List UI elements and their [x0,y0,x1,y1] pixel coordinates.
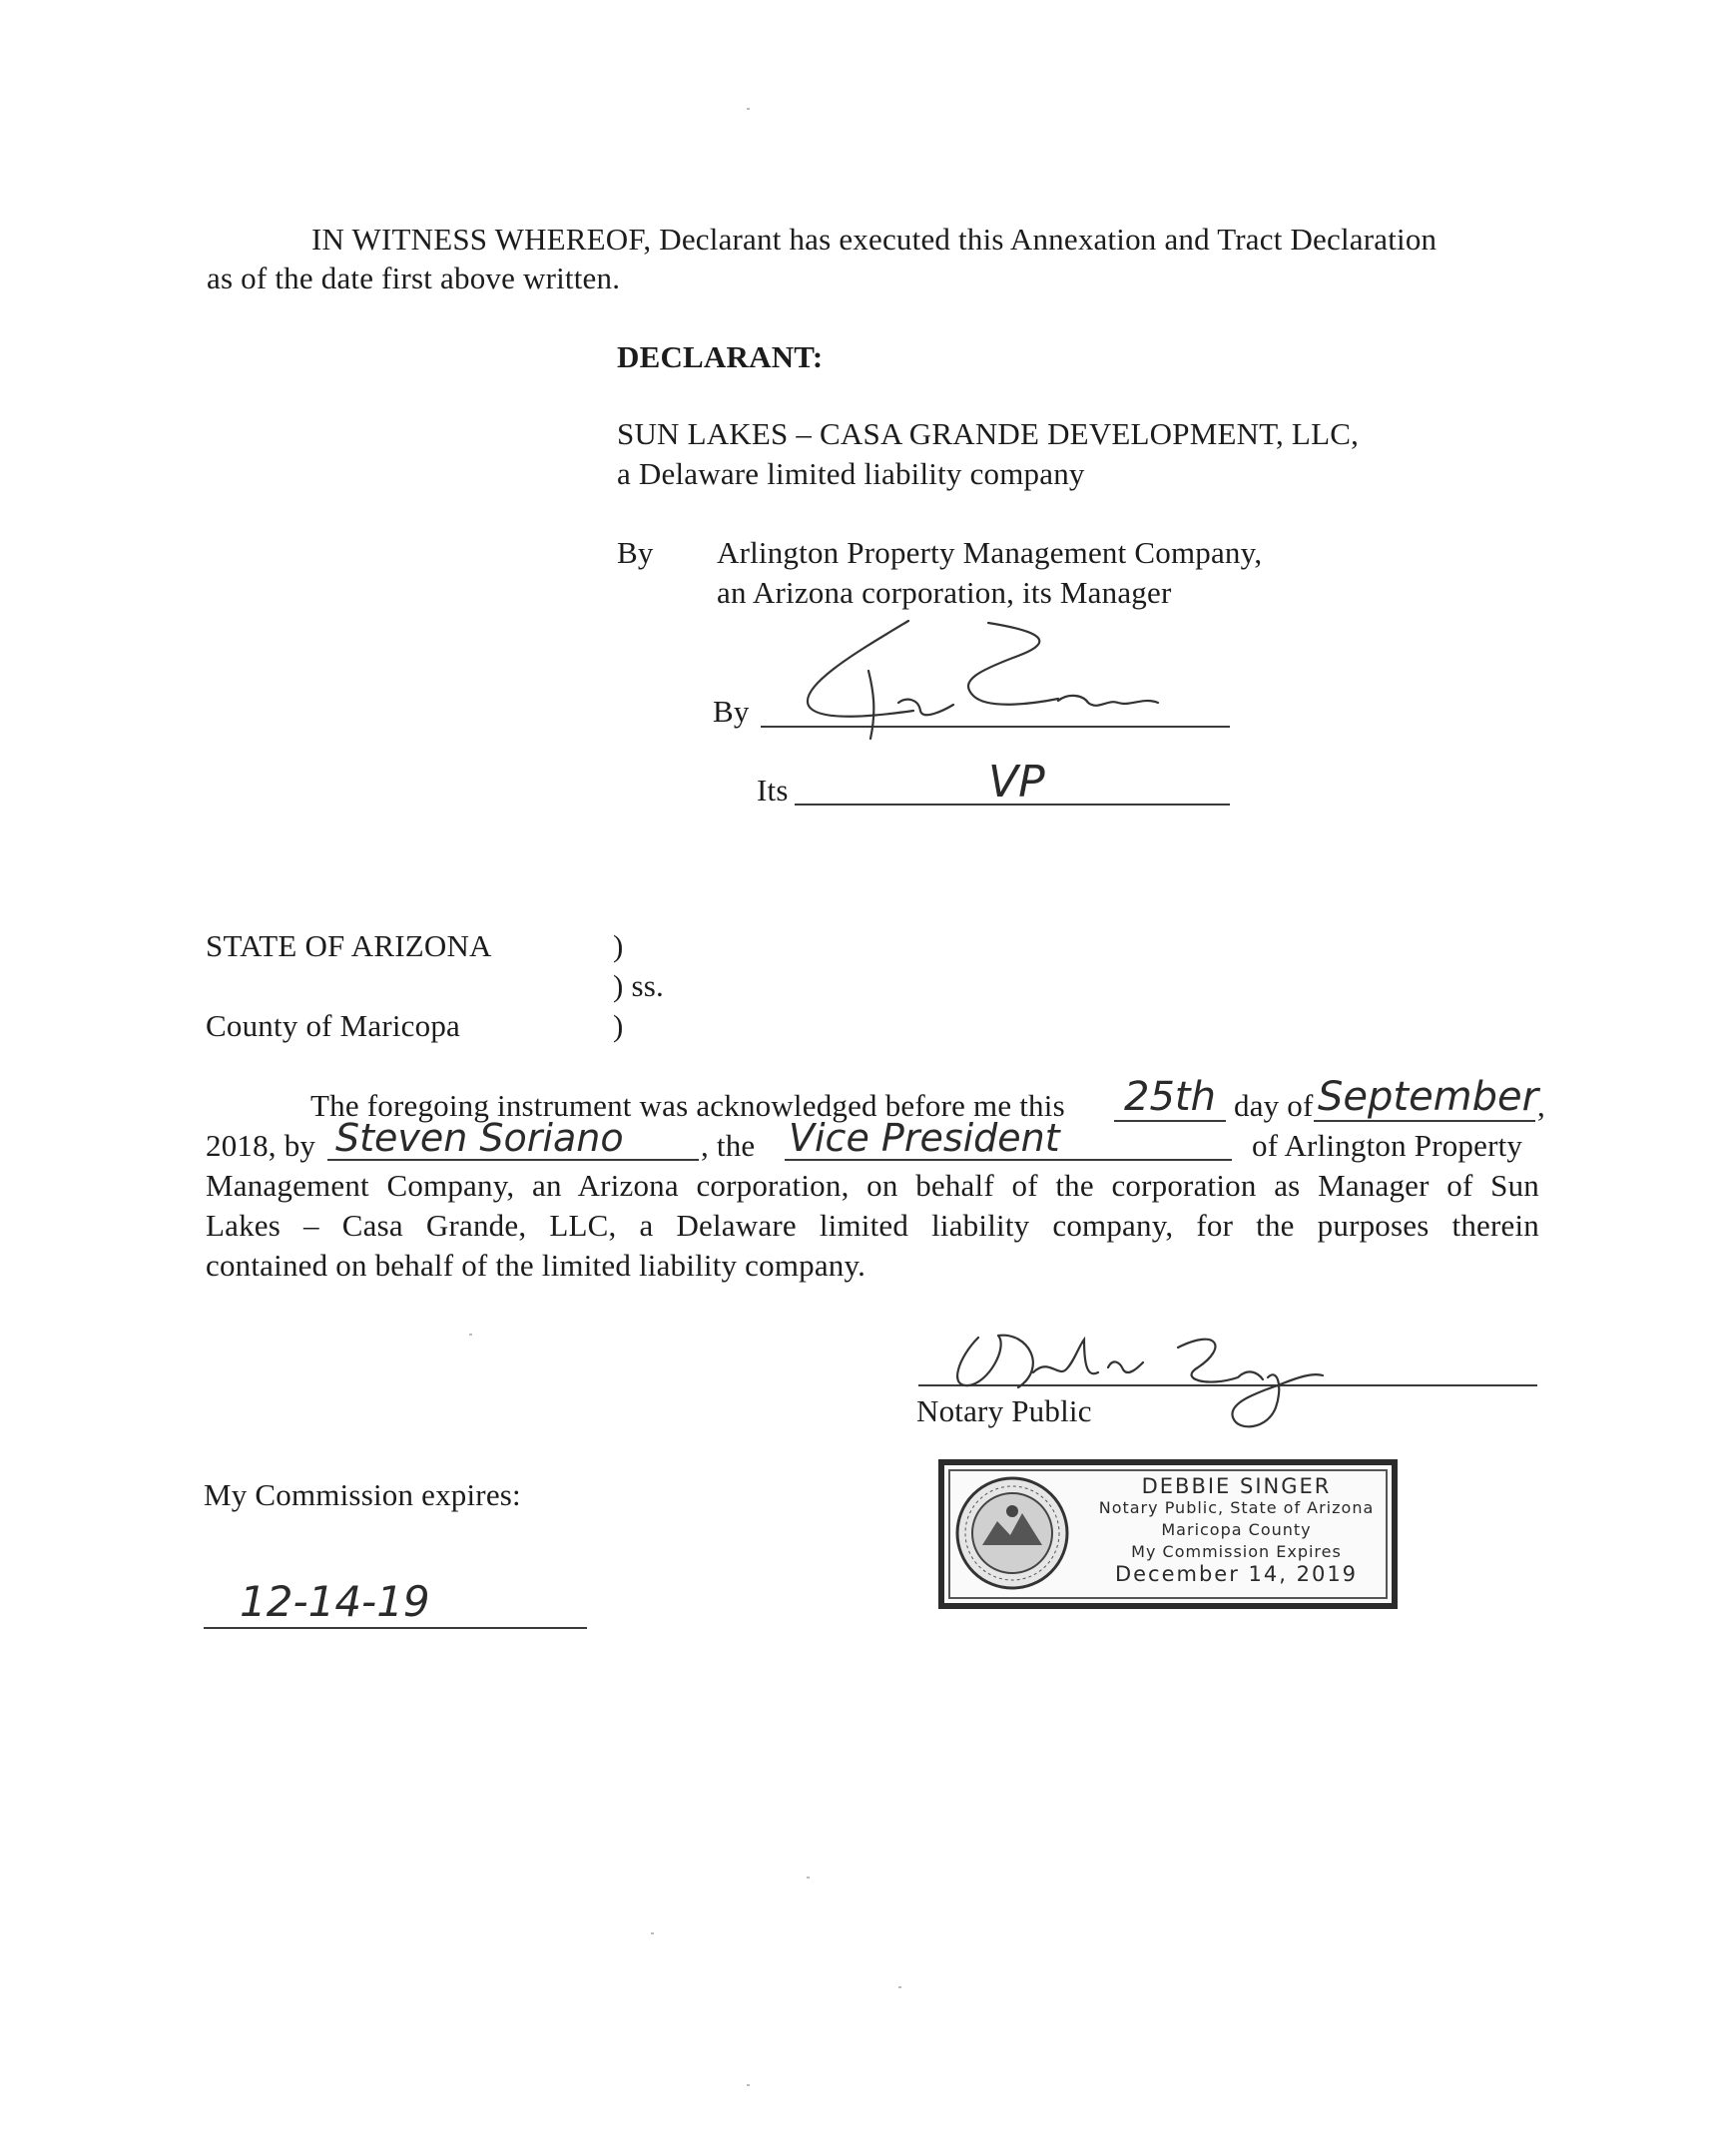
month-value: September [1318,1074,1539,1120]
its-value: VP [988,757,1045,808]
seal-expiry-date: December 14, 2019 [1114,1562,1359,1586]
scan-speck [747,2084,750,2086]
seal-name: DEBBIE SINGER [1141,1474,1332,1498]
day-line [1114,1120,1226,1122]
scan-speck [747,108,750,110]
ack-line-3: Management Company, an Arizona corporation, on behalf of the corporation as Manager of Sun [206,1168,1539,1203]
seal-county: Maricopa County [1161,1520,1312,1539]
ack-the: , the [701,1128,756,1163]
ack-comma: , [1537,1088,1545,1123]
signature-by-label: By [713,694,750,729]
declarant-company: SUN LAKES – CASA GRANDE DEVELOPMENT, LLC, [617,416,1360,451]
scan-speck [651,1932,654,1934]
manager-line-2: an Arizona corporation, its Manager [717,575,1172,610]
venue-state: STATE OF ARIZONA [206,928,492,963]
scan-speck [898,1986,901,1988]
manager-line-1: Arlington Property Management Company, [717,535,1263,570]
seal-state: Notary Public, State of Arizona [1098,1498,1375,1517]
notary-seal [938,1459,1398,1609]
witness-line-2: as of the date first above written. [207,261,621,295]
person-value: Steven Soriano [335,1116,624,1160]
title-value: Vice President [789,1116,1060,1160]
ack-line-2-start: 2018, by [206,1128,316,1163]
ack-line-4: Lakes – Casa Grande, LLC, a Delaware limited liability company, for the purposes therein [206,1208,1539,1243]
ack-day-of: day of [1234,1088,1314,1123]
scan-speck [807,1877,810,1879]
its-label: Its [757,773,789,808]
declarant-heading: DECLARANT: [617,339,824,374]
ack-line-2-end: of Arlington Property [1252,1128,1523,1163]
venue-county: County of Maricopa [206,1008,460,1043]
commission-date-line [204,1627,587,1629]
day-value: 25th [1124,1074,1216,1120]
witness-line-1: IN WITNESS WHEREOF, Declarant has executed this Annexation and Tract Declaration [311,222,1438,257]
by-label: By [617,535,654,570]
notary-public-label: Notary Public [916,1393,1092,1428]
venue-paren-1: ) [613,928,624,963]
commission-date-value: 12-14-19 [240,1577,430,1626]
venue-paren-2: ) [613,1008,624,1043]
declarant-company-type: a Delaware limited liability company [617,456,1085,491]
ack-line-5: contained on behalf of the limited liability company. [206,1248,866,1283]
officer-signature [759,611,1198,741]
ack-line-1-start: The foregoing instrument was acknowledged before me this [310,1088,1065,1123]
month-line [1314,1120,1535,1122]
commission-label: My Commission expires: [204,1477,521,1512]
scan-speck [469,1334,472,1336]
seal-expires-label: My Commission Expires [1131,1542,1342,1561]
venue-ss: ) ss. [613,968,664,1003]
arizona-seal-emblem [952,1473,1072,1593]
